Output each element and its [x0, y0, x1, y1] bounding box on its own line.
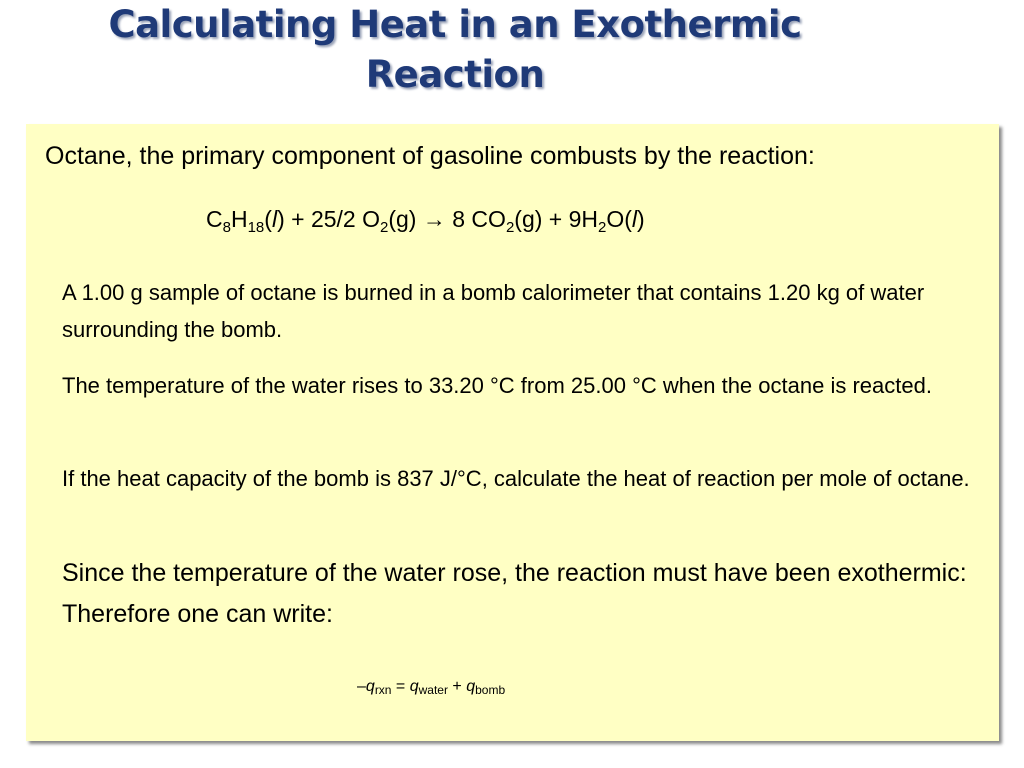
content-box [26, 124, 999, 741]
eq-h: H [230, 206, 248, 232]
title-line-1: Calculating Heat in an Exothermic [108, 3, 802, 46]
eq-state-liquid: l [271, 206, 278, 232]
slide-title [0, 0, 910, 100]
eq-state-gas: (g) [388, 206, 423, 232]
eq-c: C [206, 206, 223, 232]
formula-equals: = [391, 678, 410, 695]
eq-h2-sub: 2 [598, 219, 607, 236]
eq-water-o: O( [606, 206, 632, 232]
eq-h-sub: 18 [247, 219, 265, 236]
eq-paren: ) [277, 206, 285, 232]
conclusion-line-2: Therefore one can write: [62, 600, 333, 628]
formula-q-bomb-sub: bomb [475, 683, 506, 697]
problem-paragraph-3: If the heat capacity of the bomb is 837 J/°C, calculate the heat of reaction per mole of octane. [62, 466, 970, 491]
eq-paren: ( [264, 206, 272, 232]
eq-co2: 8 CO [445, 206, 506, 232]
reaction-arrow-icon: → [422, 206, 446, 232]
eq-co2-sub: 2 [505, 219, 515, 236]
formula-q: q [409, 678, 419, 695]
conclusion [62, 553, 987, 635]
formula-q: q [466, 678, 476, 695]
combustion-equation [206, 206, 645, 236]
formula-q-rxn-sub: rxn [374, 683, 392, 697]
eq-oxygen: + 25/2 O [284, 206, 381, 232]
conclusion-line-1: Since the temperature of the water rose, the reaction must have been exothermic: [62, 559, 967, 587]
title-line-2: Reaction [365, 53, 545, 96]
eq-water: (g) + 9H [514, 206, 599, 232]
problem-paragraph-1: A 1.00 g sample of octane is burned in a bomb calorimeter that contains 1.20 kg of water surrounding the bomb. [62, 280, 925, 342]
heat-formula [357, 678, 505, 697]
formula-negative: – [357, 678, 366, 695]
formula-plus: + [447, 678, 467, 695]
eq-c-sub: 8 [222, 219, 231, 236]
eq-state-liquid: l [631, 206, 638, 232]
problem-paragraph-2: The temperature of the water rises to 33.20 °C from 25.00 °C when the octane is reacted. [62, 373, 932, 398]
formula-q-water-sub: water [418, 683, 448, 697]
formula-q: q [365, 678, 375, 695]
eq-paren: ) [637, 206, 645, 232]
eq-o-sub: 2 [380, 219, 389, 236]
intro-text: Octane, the primary component of gasoline combusts by the reaction: [45, 142, 815, 170]
